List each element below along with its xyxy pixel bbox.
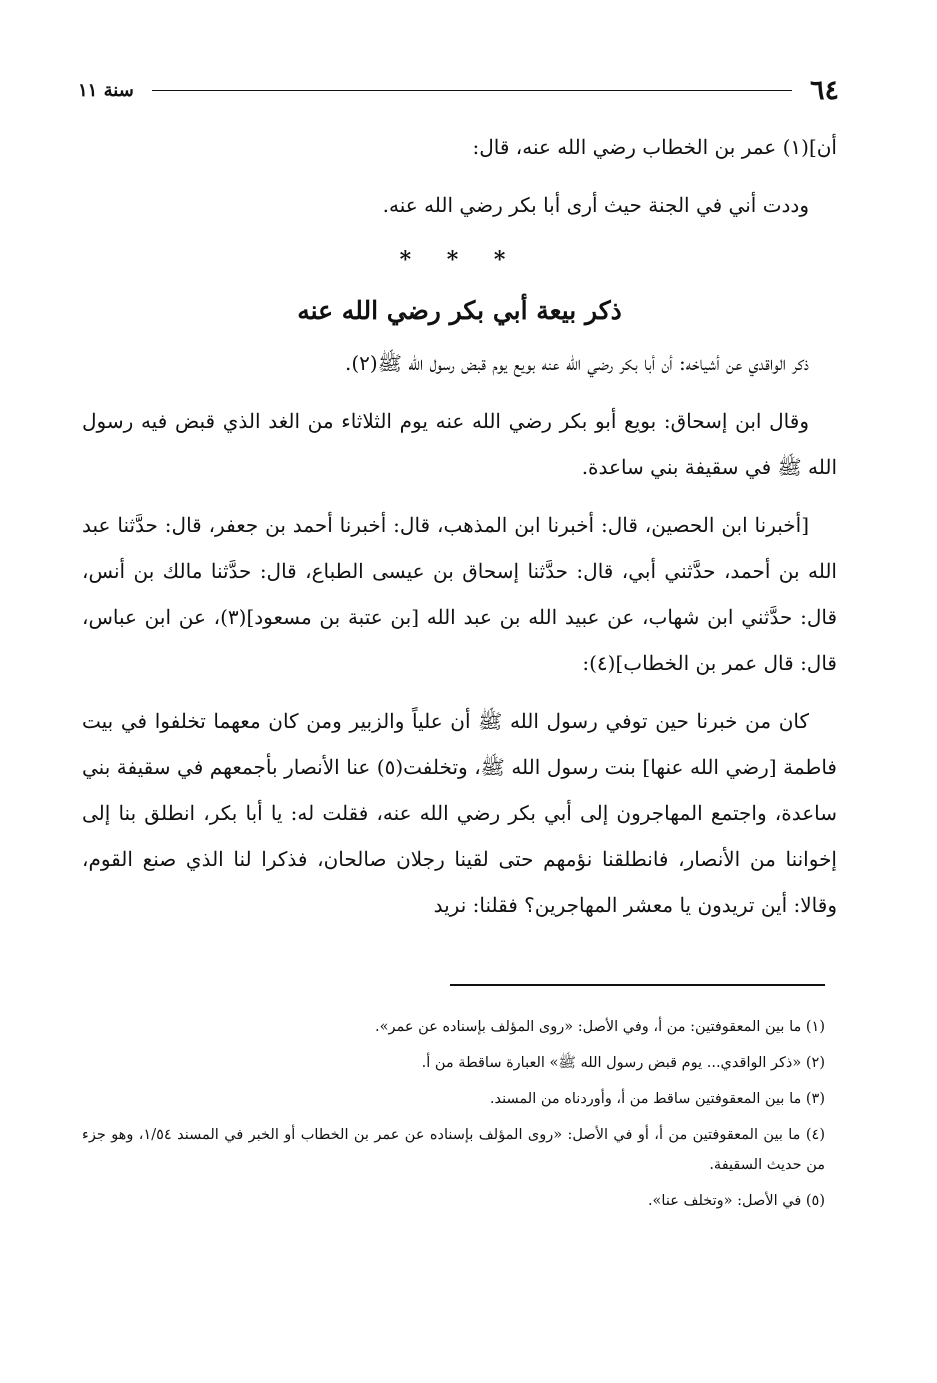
paragraph-waqidi: ذكر الواقدي عن أشياخه: أن أبا بكر رضي الله عنه بويع يوم قبض رسول الله ﷺ(٢).	[344, 351, 809, 375]
footnote-1: (١) ما بين المعقوفتين: من أ، وفي الأصل: «روى المؤلف بإسناده عن عمر».	[375, 1019, 825, 1035]
footnote-2: (٢) «ذكر الواقدي... يوم قبض رسول الله ﷺ» العبارة ساقطة من أ.	[421, 1055, 825, 1071]
section-separator: * * *	[399, 247, 520, 273]
running-head	[78, 70, 839, 110]
page-number: ٦٤	[809, 74, 839, 106]
footnote-4: (٤) ما بين المعقوفتين من أ، أو في الأصل: «روى المؤلف بإسناده عن عمر بن الخطاب أو الخبر في المسند ١/٥٤، وهو جزء من حديث السقيفة.	[82, 1127, 825, 1173]
year-label: سنة ١١	[78, 79, 134, 101]
footnote-5: (٥) في الأصل: «وتخلف عنا».	[647, 1193, 825, 1209]
paragraph-quote: وددت أني في الجنة حيث أرى أبا بكر رضي الله عنه.	[382, 193, 809, 217]
footnote-rule	[450, 984, 825, 986]
header-rule	[152, 90, 792, 91]
main-text	[82, 124, 837, 940]
paragraph-isnad: [أخبرنا ابن الحصين، قال: أخبرنا ابن المذهب، قال: أخبرنا أحمد بن جعفر، قال: حدَّثنا عبد الله بن أحمد، حدَّثني أبي، قال: حدَّثنا إسحاق بن عيسى الطباع، قال: حدَّثنا مالك بن أنس، قال: حدَّثني ابن شهاب، عن عبيد الله بن عبد الله [بن عتبة بن مسعود](٣)، عن ابن عباس، قال: قال عمر بن الخطاب](٤):	[82, 513, 837, 675]
paragraph-narration: كان من خبرنا حين توفي رسول الله ﷺ أن علياً والزبير ومن كان معهما تخلفوا في بيت فاطمة [رضي الله عنها] بنت رسول الله ﷺ، وتخلفت(٥) عنا الأنصار بأجمعهم في سقيفة بني ساعدة، واجتمع المهاجرون إلى أبي بكر رضي الله عنه، فقلت له: يا أبا بكر، انطلق بنا إلى إخواننا من الأنصار، فانطلقنا نؤمهم حتى لقينا رجلان صالحان، فذكرا لنا الذي صنع القوم، وقالا: أين تريدون يا معشر المهاجرين؟ فقلنا: نريد	[82, 709, 837, 917]
paragraph-opening: أن](١) عمر بن الخطاب رضي الله عنه، قال:	[472, 135, 837, 159]
paragraph-ibn-ishaq: وقال ابن إسحاق: بويع أبو بكر رضي الله عنه يوم الثلاثاء من الغد الذي قبض فيه رسول الله ﷺ في سقيفة بني ساعدة.	[82, 409, 837, 479]
section-heading: ذكر بيعة أبي بكر رضي الله عنه	[297, 296, 622, 325]
footnote-3: (٣) ما بين المعقوفتين ساقط من أ، وأوردناه من المسند.	[489, 1091, 825, 1107]
footnotes	[82, 1012, 825, 1222]
